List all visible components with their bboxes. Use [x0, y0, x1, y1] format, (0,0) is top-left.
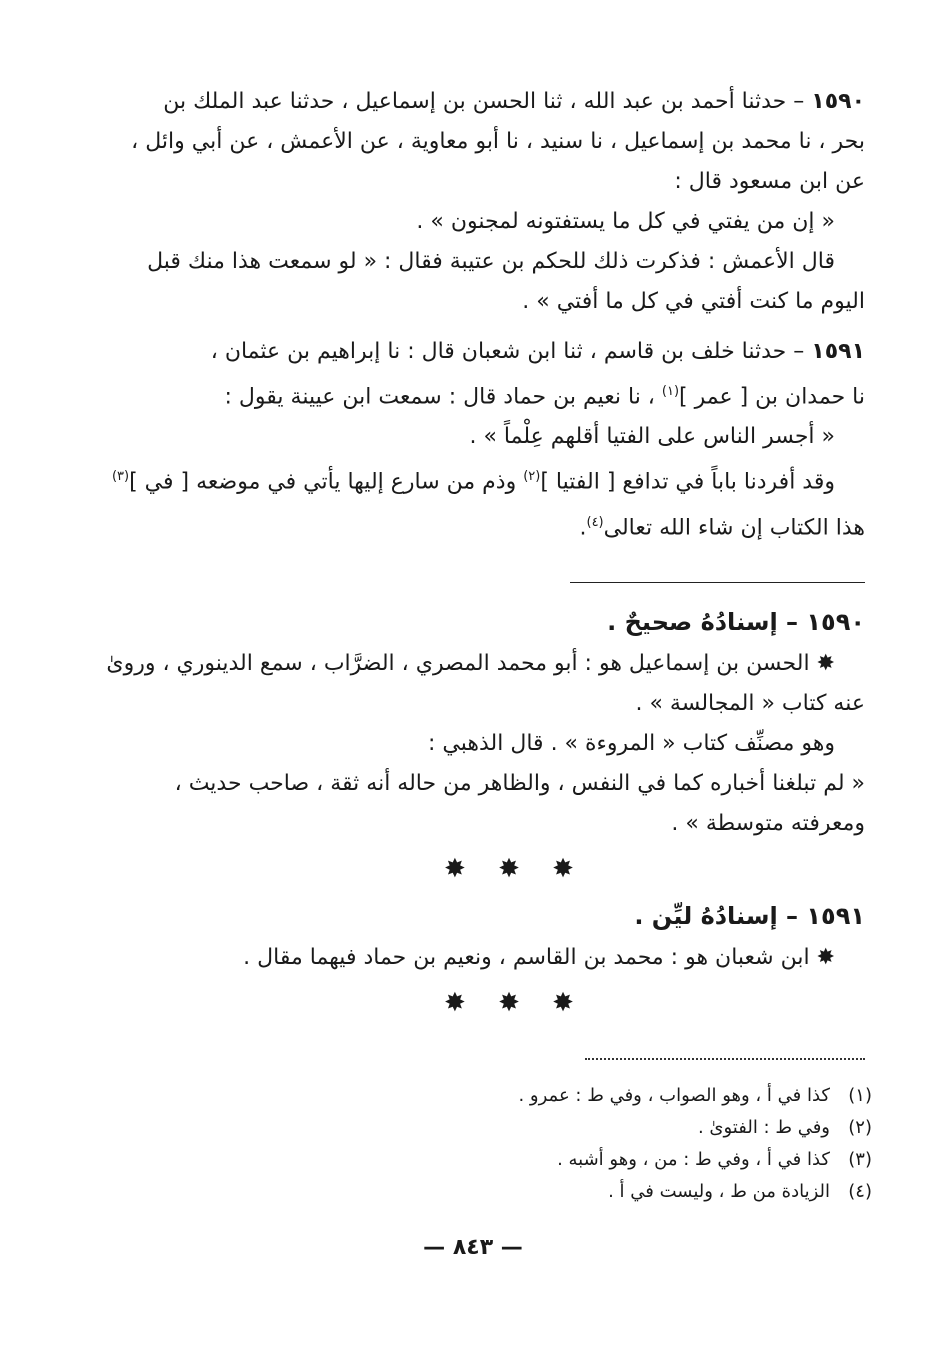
footnote-separator: [585, 1058, 865, 1060]
commentary-1590-heading: ١٥٩٠ – إسنادُهُ صحيحٌ .: [607, 608, 865, 636]
separator-stars-1: ✸ ✸ ✸: [444, 854, 586, 884]
hadith-1590-line-2: بحر ، نا محمد بن إسماعيل ، نا سنيد ، نا أبو معاوية ، عن الأعمش ، عن أبي وائل ،: [131, 129, 865, 154]
hadith-1590-number: ١٥٩٠: [811, 89, 865, 114]
footnote-ref-1: (١): [661, 384, 680, 399]
commentary-1590-line-4: « لم تبلغنا أخباره كما في النفس ، والظاهر من حاله أنه ثقة ، صاحب حديث ،: [174, 771, 865, 796]
hadith-1591-line-2: نا حمدان بن [ عمر ]$^{(١)}$ ، نا نعيم بن حماد قال : سمعت ابن عيينة يقول :: [224, 384, 865, 410]
commentary: [106, 600, 865, 1028]
divider-rule: [570, 582, 865, 583]
hadith-1591-quote: « أجسر الناس على الفتيا أقلهم عِلْماً » .: [469, 424, 835, 450]
hadith-1591-line-1: ١٥٩١ – حدثنا خلف بن قاسم ، ثنا ابن شعبان قال : نا إبراهيم بن عثمان ،: [210, 339, 865, 364]
hadith-1590-line-5: قال الأعمش : فذكرت ذلك للحكم بن عتيبة فقال : « لو سمعت هذا منك قبل: [147, 249, 835, 274]
page-number: — ٨٤٣ —: [423, 1235, 523, 1260]
hadith-1590-line-3: عن ابن مسعود قال :: [674, 169, 865, 194]
footnote-ref-4: (٤): [586, 514, 604, 530]
commentary-1591-line-1: ✸ ابن شعبان هو : محمد بن القاسم ، ونعيم بن حماد فيهما مقال .: [243, 945, 835, 970]
commentary-1590-line-2: عنه كتاب « المجالسة » .: [635, 691, 865, 716]
footnote-ref-3: (٣): [111, 469, 130, 485]
footnote-4: (٤)الزيادة من ط ، وليست في أ .: [608, 1181, 872, 1202]
main-text: [111, 82, 865, 548]
hadith-1590-line-6: اليوم ما كنت أفتي في كل ما أفتي » .: [522, 289, 865, 314]
commentary-1590-line-3: وهو مصنِّف كتاب « المروءة » . قال الذهبي :: [428, 731, 835, 756]
commentary-1591-heading: ١٥٩١ – إسنادُهُ ليِّن .: [634, 902, 865, 930]
hadith-1591-line-5: هذا الكتاب إن شاء الله تعالى$^{(٤)}$.: [579, 514, 865, 540]
commentary-1590-line-1: ✸ الحسن بن إسماعيل هو : أبو محمد المصري ، الضرَّاب ، سمع الدينوري ، وروىٰ: [106, 651, 835, 676]
hadith-1591-number: ١٥٩١: [811, 339, 865, 364]
footnotes: [400, 1080, 872, 1208]
separator-stars-2: ✸ ✸ ✸: [444, 988, 586, 1018]
footnote-ref-2: (٢): [523, 469, 541, 485]
commentary-1590-line-5: ومعرفته متوسطة » .: [671, 811, 865, 836]
footnote-2: (٢)وفي ط : الفتوىٰ .: [697, 1117, 872, 1138]
footnote-1: (١)كذا في أ ، وهو الصواب ، وفي ط : عمرو .: [518, 1085, 872, 1106]
hadith-1591-line-4: وقد أفردنا باباً في تدافع [ الفتيا ]$^{(٢)}$ وذم من سارع إليها يأتي في موضعه [ في ]$^{(٣)}$: [111, 469, 835, 495]
hadith-1590-line-1: ١٥٩٠ – حدثنا أحمد بن عبد الله ، ثنا الحسن بن إسماعيل ، حدثنا عبد الملك بن: [163, 89, 865, 114]
hadith-1590-quote: « إن من يفتي في كل ما يستفتونه لمجنون » .: [416, 209, 835, 234]
footnote-3: (٣)كذا في أ ، وفي ط : من ، وهو أشبه .: [557, 1149, 872, 1170]
